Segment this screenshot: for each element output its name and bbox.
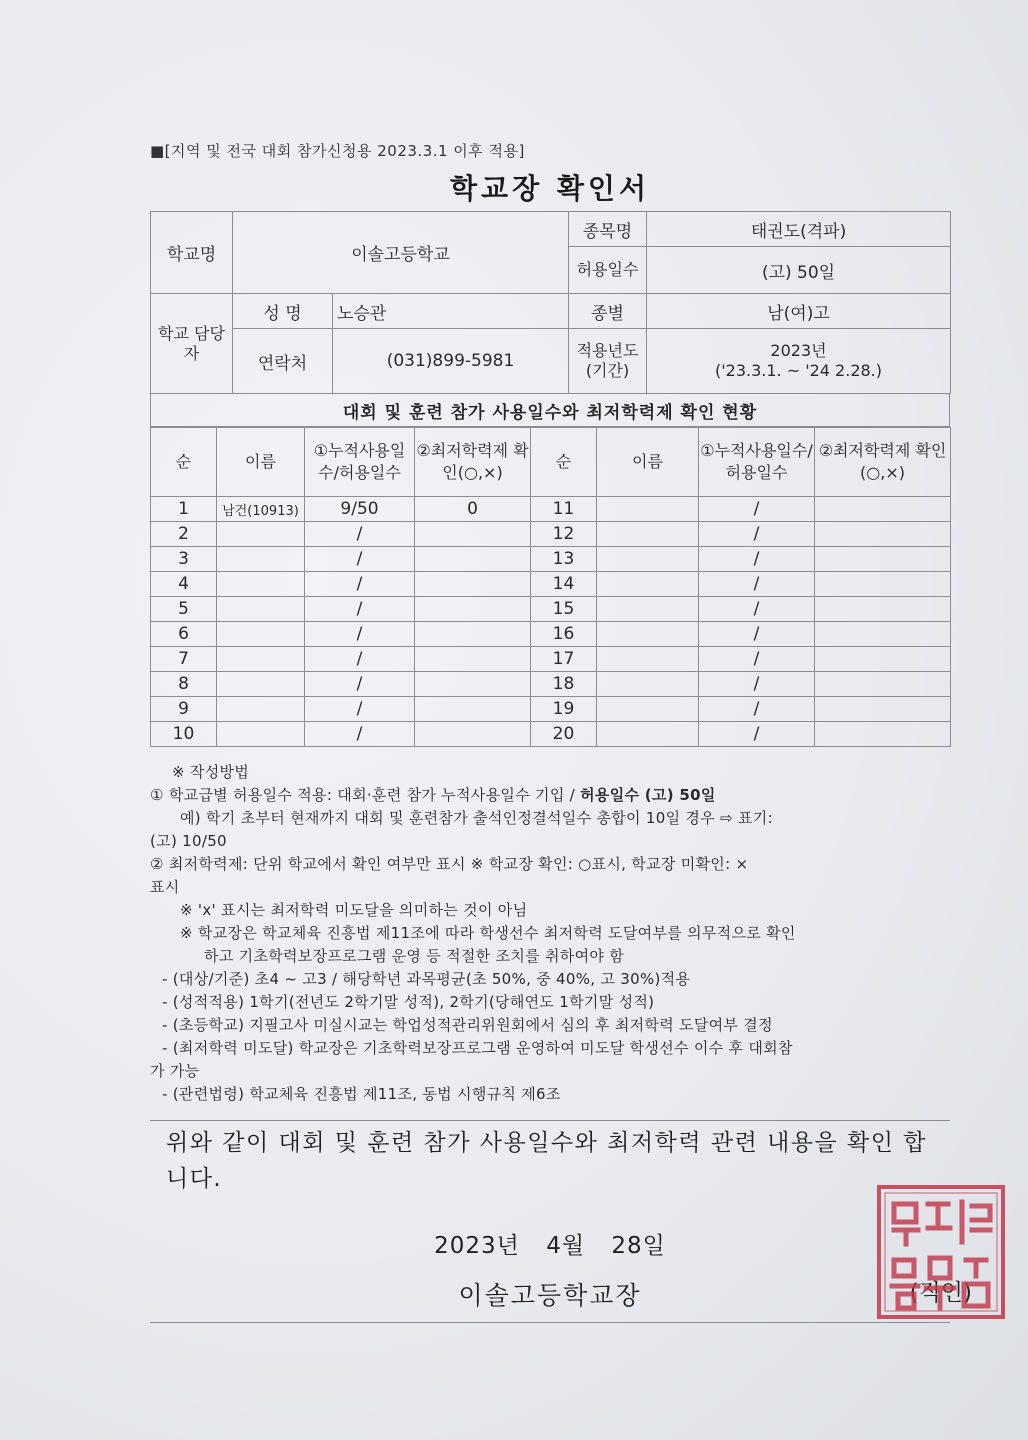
document-title: 학교장 확인서: [449, 172, 651, 205]
year-value: 2023년: [770, 341, 827, 360]
school-seal-stamp: [876, 1184, 1006, 1320]
year-label: 적용년도 (기간): [569, 329, 647, 394]
row-name-right: [597, 597, 699, 622]
name-label: 성 명: [233, 294, 333, 329]
row-no-right: 11: [531, 497, 597, 522]
row-no-left: 1: [151, 497, 217, 522]
table-row: [151, 597, 951, 622]
row-no-right: 19: [531, 697, 597, 722]
note-1-example: 예) 학기 초부터 현재까지 대회 및 훈련참가 출석인정결석일수 총합이 10일 경우 ⇨ 표기:: [180, 809, 773, 827]
row-no-left: 6: [151, 622, 217, 647]
row-min-left: 0: [415, 497, 531, 522]
row-days-left: /: [305, 672, 415, 697]
contact-value: (031)899-5981: [333, 329, 569, 394]
note-4b: 하고 기초학력보장프로그램 운영 등 적절한 조치를 취하여야 함: [204, 947, 625, 965]
row-days-left: /: [305, 622, 415, 647]
row-name-left: [217, 572, 305, 597]
row-no-left: 10: [151, 722, 217, 747]
note-1-example-2: (고) 10/50: [150, 832, 227, 850]
row-min-right: [815, 597, 951, 622]
row-min-right: [815, 672, 951, 697]
row-days-right: /: [699, 497, 815, 522]
period-value: ('23.3.1. ~ '24 2.28.): [715, 361, 883, 380]
row-min-right: [815, 647, 951, 672]
row-days-right: /: [699, 622, 815, 647]
signer-line: [150, 1276, 972, 1323]
date-year: 2023년: [434, 1233, 520, 1259]
row-name-right: [597, 722, 699, 747]
detail-2: - (성적적용) 1학기(전년도 2학기말 성적), 2학기(당해연도 1학기말 성적): [162, 993, 655, 1011]
manager-label: 학교 담당자: [151, 294, 233, 394]
row-days-right: /: [699, 547, 815, 572]
row-min-left: [415, 647, 531, 672]
header-days-right: ①누적사용일수/허용일수: [699, 428, 815, 497]
header-min-left: ②최저학력제 확인(○,×): [415, 428, 531, 497]
row-min-right: [815, 697, 951, 722]
table-row: [151, 522, 951, 547]
row-min-right: [815, 722, 951, 747]
row-days-left: /: [305, 547, 415, 572]
confirm-statement: 위와 같이 대회 및 훈련 참가 사용일수와 최저학력 관련 내용을 확인 합니다.: [150, 1120, 950, 1197]
row-min-right: [815, 522, 951, 547]
detail-5: - (관련법령) 학교체육 진흥법 제11조, 동법 시행규칙 제6조: [162, 1085, 561, 1103]
year-cell: [647, 329, 951, 394]
document: [150, 140, 972, 1323]
row-days-left: /: [305, 572, 415, 597]
row-name-right: [597, 572, 699, 597]
instructions: [150, 761, 950, 1106]
row-no-right: 20: [531, 722, 597, 747]
row-no-right: 16: [531, 622, 597, 647]
row-name-right: [597, 672, 699, 697]
row-name-left: [217, 597, 305, 622]
detail-1: - (대상/기준) 초4 ~ 고3 / 해당학년 과목평균(초 50%, 중 40%, 고 30%)적용: [162, 970, 691, 988]
row-no-right: 15: [531, 597, 597, 622]
table-row: [151, 497, 951, 522]
header-name-left: 이름: [217, 428, 305, 497]
info-table: [150, 211, 951, 394]
note-2: ② 최저학력제: 단위 학교에서 확인 여부만 표시 ※ 학교장 확인: ○표시, 학교장 미확인: ×: [150, 855, 749, 873]
header-no-left: 순: [151, 428, 217, 497]
row-min-right: [815, 622, 951, 647]
row-no-left: 8: [151, 672, 217, 697]
row-name-left: 남건(10913): [217, 497, 305, 522]
row-min-left: [415, 572, 531, 597]
row-min-left: [415, 597, 531, 622]
section-title: 대회 및 훈련 참가 사용일수와 최저학력제 확인 현황: [150, 394, 950, 427]
row-name-left: [217, 622, 305, 647]
school-label: 학교명: [151, 212, 233, 294]
row-name-right: [597, 497, 699, 522]
table-row: [151, 722, 951, 747]
row-min-left: [415, 697, 531, 722]
date-day: 28일: [611, 1233, 666, 1259]
row-days-right: /: [699, 572, 815, 597]
note-1b: 허용일수 (고) 50일: [580, 786, 716, 804]
row-no-left: 9: [151, 697, 217, 722]
row-no-right: 13: [531, 547, 597, 572]
name-value: 노승관: [333, 294, 569, 329]
event-label: 종목명: [569, 212, 647, 247]
row-no-left: 2: [151, 522, 217, 547]
row-days-left: /: [305, 647, 415, 672]
row-no-right: 14: [531, 572, 597, 597]
row-name-right: [597, 547, 699, 572]
table-row: [151, 672, 951, 697]
row-name-right: [597, 622, 699, 647]
header-name-right: 이름: [597, 428, 699, 497]
row-no-left: 5: [151, 597, 217, 622]
row-min-right: [815, 572, 951, 597]
row-no-right: 12: [531, 522, 597, 547]
row-min-left: [415, 547, 531, 572]
row-min-right: [815, 547, 951, 572]
row-no-left: 7: [151, 647, 217, 672]
row-min-right: [815, 497, 951, 522]
date-month: 4월: [546, 1233, 586, 1259]
note-1: [150, 784, 950, 807]
row-days-right: /: [699, 672, 815, 697]
table-row: [151, 622, 951, 647]
gender-label: 종별: [569, 294, 647, 329]
row-min-left: [415, 672, 531, 697]
notes-heading: ※ 작성방법: [172, 763, 250, 781]
allowed-value: (고) 50일: [647, 247, 951, 294]
row-days-right: /: [699, 722, 815, 747]
note-4: ※ 학교장은 학교체육 진흥법 제11조에 따라 학생선수 최저학력 도달여부를 의무적으로 확인: [180, 924, 796, 942]
usage-table: [150, 427, 951, 747]
row-name-left: [217, 722, 305, 747]
signer-name: 이솔고등학교장: [458, 1281, 642, 1310]
header-no-right: 순: [531, 428, 597, 497]
row-name-left: [217, 697, 305, 722]
gender-value: 남(여)고: [647, 294, 951, 329]
row-name-right: [597, 522, 699, 547]
row-days-left: /: [305, 697, 415, 722]
row-days-left: 9/50: [305, 497, 415, 522]
row-days-left: /: [305, 522, 415, 547]
row-name-right: [597, 697, 699, 722]
note-3: ※ 'x' 표시는 최저학력 미도달을 의미하는 것이 아님: [180, 901, 528, 919]
seal-label: (직인): [909, 1280, 972, 1306]
header-min-right: ②최저학력제 확인(○,×): [815, 428, 951, 497]
school-value: 이솔고등학교: [233, 212, 569, 294]
row-no-left: 4: [151, 572, 217, 597]
table-row: [151, 572, 951, 597]
note-1a: ① 학교급별 허용일수 적용: 대회·훈련 참가 누적사용일수 기입 /: [150, 786, 581, 804]
row-days-right: /: [699, 647, 815, 672]
row-days-right: /: [699, 697, 815, 722]
row-no-right: 17: [531, 647, 597, 672]
row-name-left: [217, 647, 305, 672]
row-days-right: /: [699, 522, 815, 547]
detail-4: - (최저학력 미도달) 학교장은 기초학력보장프로그램 운영하여 미도달 학생선수 이수 후 대회참: [162, 1039, 793, 1057]
row-name-left: [217, 522, 305, 547]
row-days-left: /: [305, 597, 415, 622]
date-line: [150, 1227, 950, 1260]
row-min-left: [415, 622, 531, 647]
row-no-left: 3: [151, 547, 217, 572]
header-note: ■[지역 및 전국 대회 참가신청용 2023.3.1 이후 적용]: [150, 142, 525, 160]
row-min-left: [415, 522, 531, 547]
allowed-label: 허용일수: [569, 247, 647, 294]
detail-4b: 가 가능: [150, 1062, 200, 1080]
row-min-left: [415, 722, 531, 747]
row-name-left: [217, 672, 305, 697]
row-days-left: /: [305, 722, 415, 747]
event-value: 태권도(격파): [647, 212, 951, 247]
contact-label: 연락처: [233, 329, 333, 394]
table-header-row: [151, 428, 951, 497]
row-days-right: /: [699, 597, 815, 622]
header-days-left: ①누적사용일수/허용일수: [305, 428, 415, 497]
row-no-right: 18: [531, 672, 597, 697]
detail-3: - (초등학교) 지필고사 미실시교는 학업성적관리위원회에서 심의 후 최저학력 도달여부 결정: [162, 1016, 773, 1034]
row-name-right: [597, 647, 699, 672]
row-name-left: [217, 547, 305, 572]
table-row: [151, 547, 951, 572]
note-2b: 표시: [150, 878, 180, 896]
table-row: [151, 647, 951, 672]
table-row: [151, 697, 951, 722]
